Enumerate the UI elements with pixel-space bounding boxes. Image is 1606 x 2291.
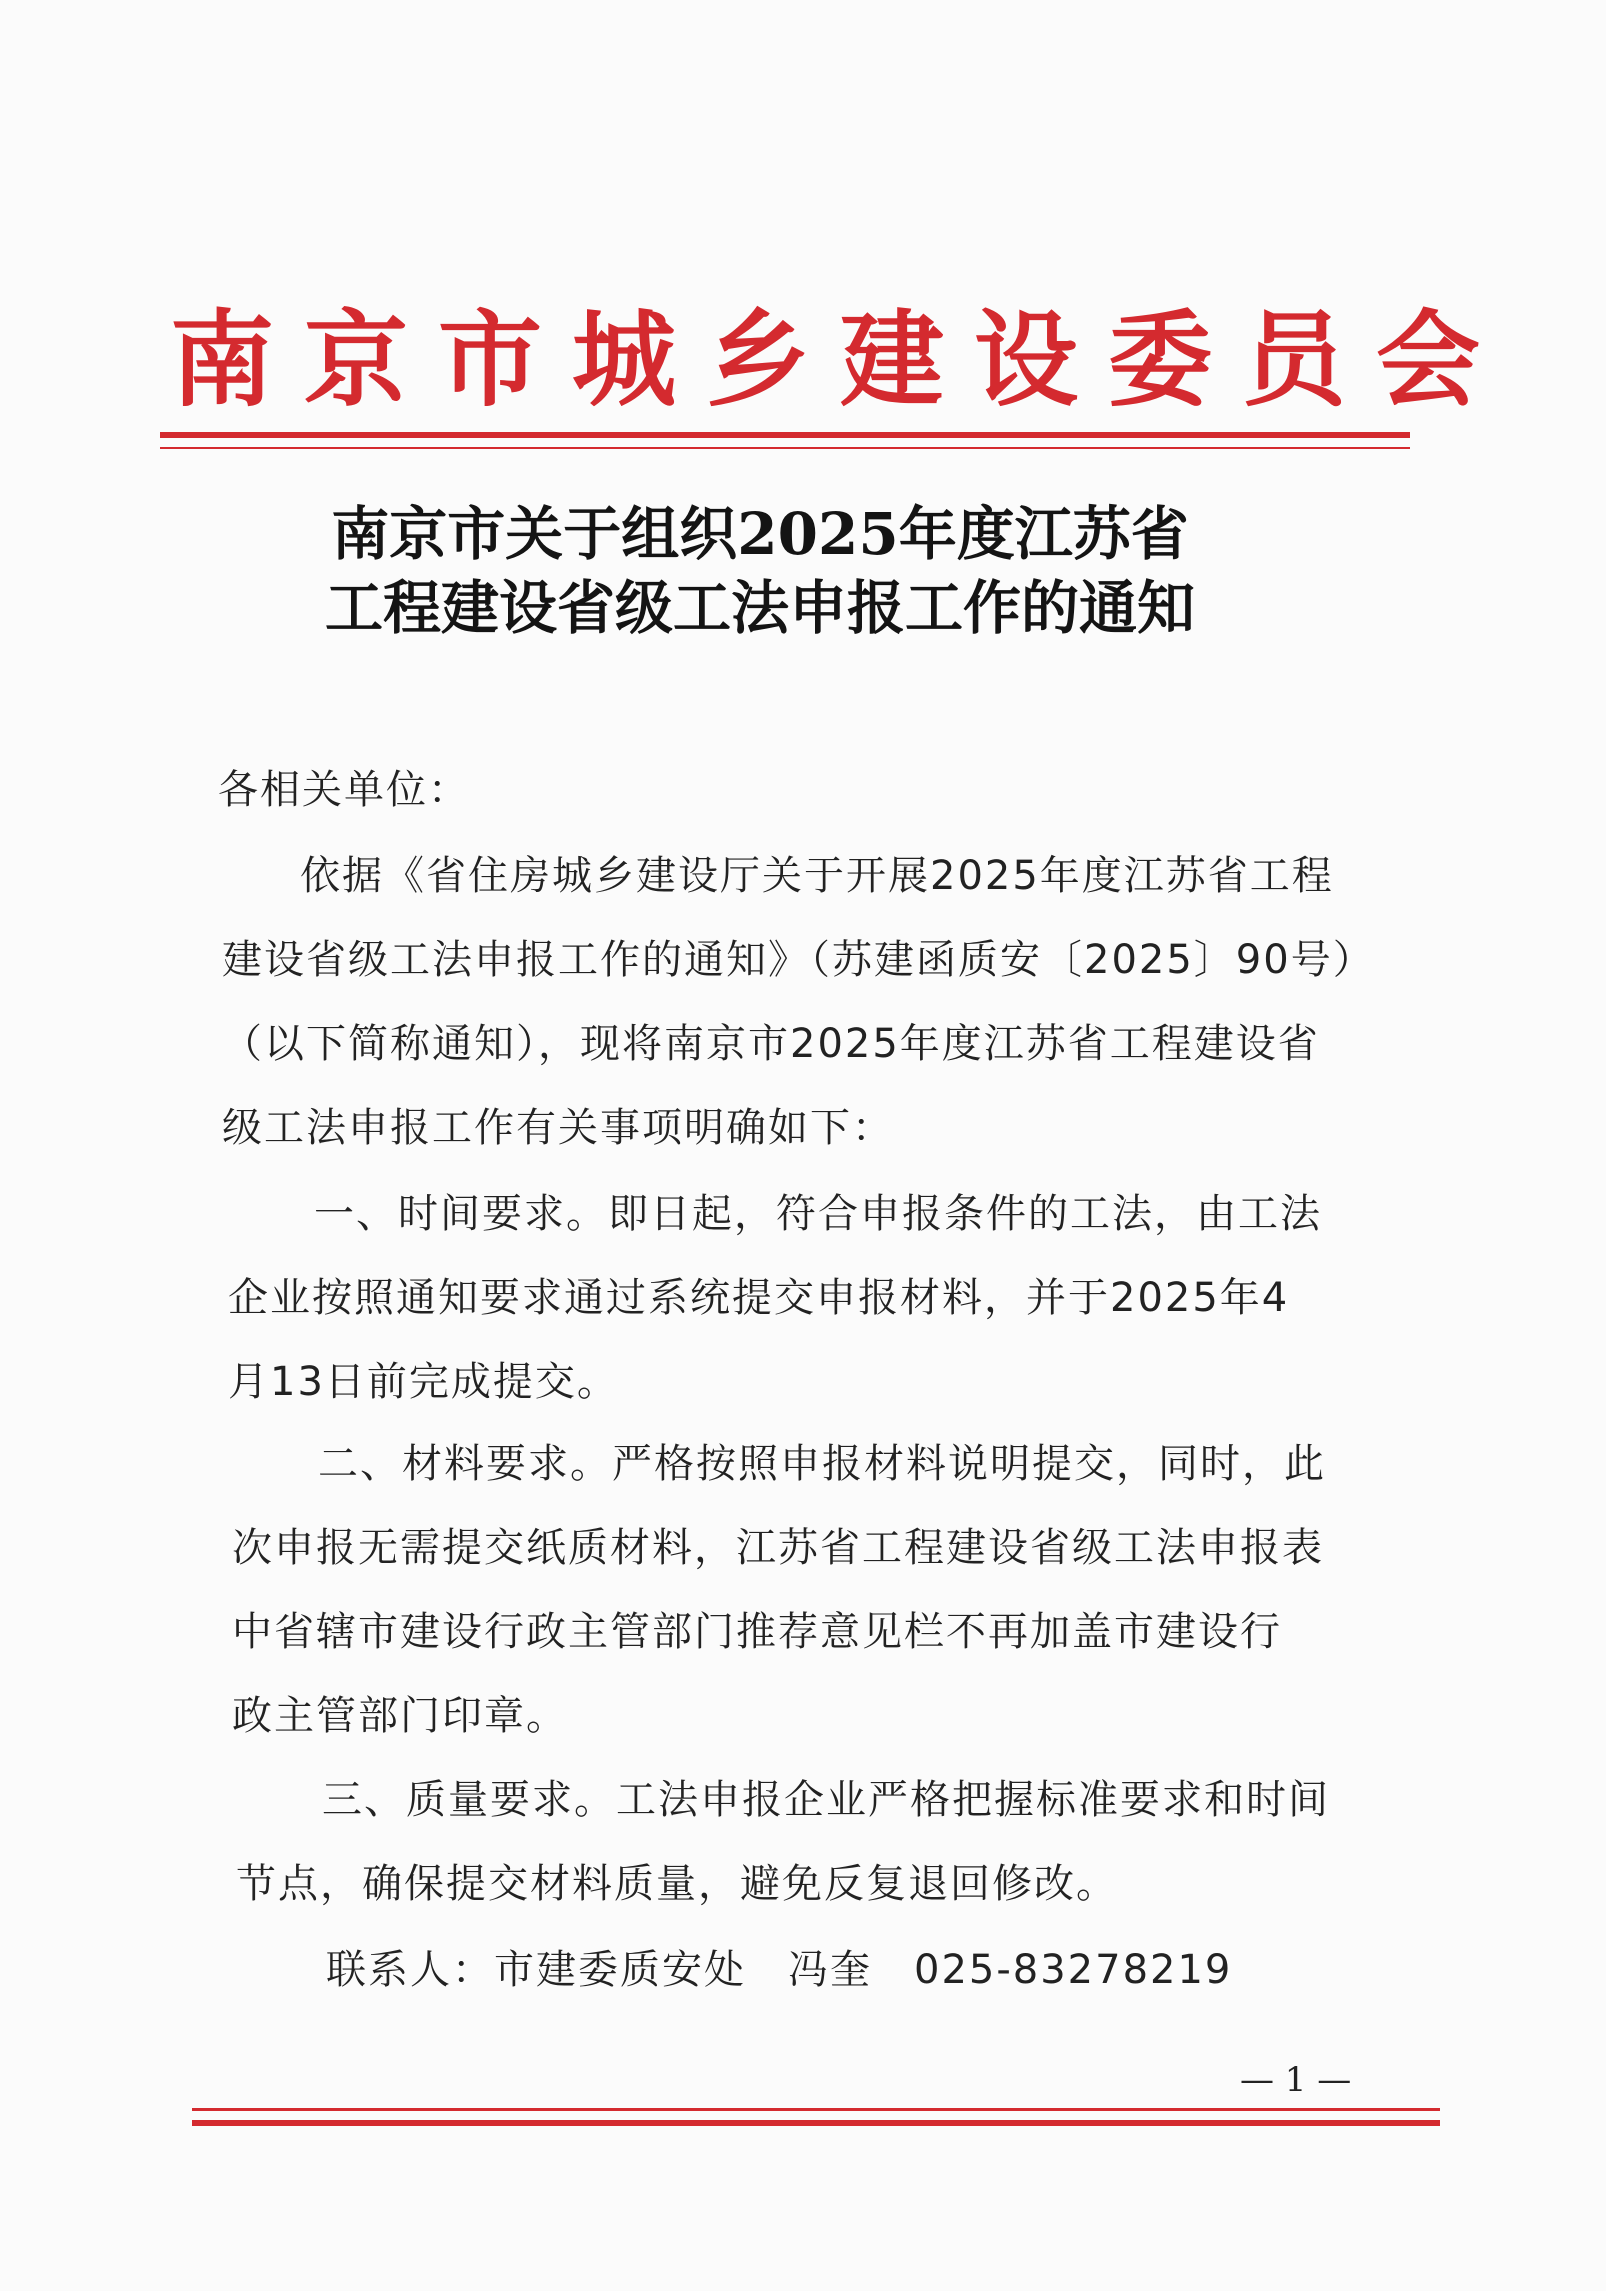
salutation: 各相关单位： [218, 767, 470, 813]
section1-line-2: 企业按照通知要求通过系统提交申报材料，并于2025年4 [228, 1275, 1290, 1321]
intro-line-2: 建设省级工法申报工作的通知》（苏建函质安〔2025〕90号） [222, 937, 1375, 983]
section2-line-2: 次申报无需提交纸质材料，江苏省工程建设省级工法申报表 [232, 1525, 1324, 1571]
section1-line-1: 一、时间要求。即日起，符合申报条件的工法，由工法 [314, 1191, 1322, 1237]
header-red-rule-thick [160, 432, 1410, 438]
intro-line-4: 级工法申报工作有关事项明确如下： [222, 1105, 894, 1151]
section3-line-2: 节点，确保提交材料质量，避免反复退回修改。 [236, 1861, 1118, 1907]
footer-red-rule-thick [192, 2120, 1440, 2126]
page-number: — 1 — [1240, 2060, 1352, 2100]
organization-letterhead: 南京市城乡建设委员会 [170, 298, 1511, 421]
intro-line-1: 依据《省住房城乡建设厅关于开展2025年度江苏省工程 [300, 853, 1334, 899]
document-title-line-2: 工程建设省级工法申报工作的通知 [324, 574, 1195, 642]
section3-line-1: 三、质量要求。工法申报企业严格把握标准要求和时间 [322, 1777, 1330, 1823]
section2-line-4: 政主管部门印章。 [232, 1693, 568, 1739]
section2-line-1: 二、材料要求。严格按照申报材料说明提交，同时，此 [318, 1441, 1326, 1487]
intro-line-3: （以下简称通知），现将南京市2025年度江苏省工程建设省 [222, 1021, 1320, 1067]
contact-line: 联系人：市建委质安处 冯奎 025-83278219 [326, 1947, 1233, 1993]
section2-line-3: 中省辖市建设行政主管部门推荐意见栏不再加盖市建设行 [232, 1609, 1282, 1655]
section1-line-3: 月13日前完成提交。 [228, 1359, 619, 1405]
footer-red-rule-thin [192, 2108, 1440, 2111]
header-red-rule-thin [160, 447, 1410, 449]
document-title-line-1: 南京市关于组织2025年度江苏省 [331, 500, 1189, 568]
